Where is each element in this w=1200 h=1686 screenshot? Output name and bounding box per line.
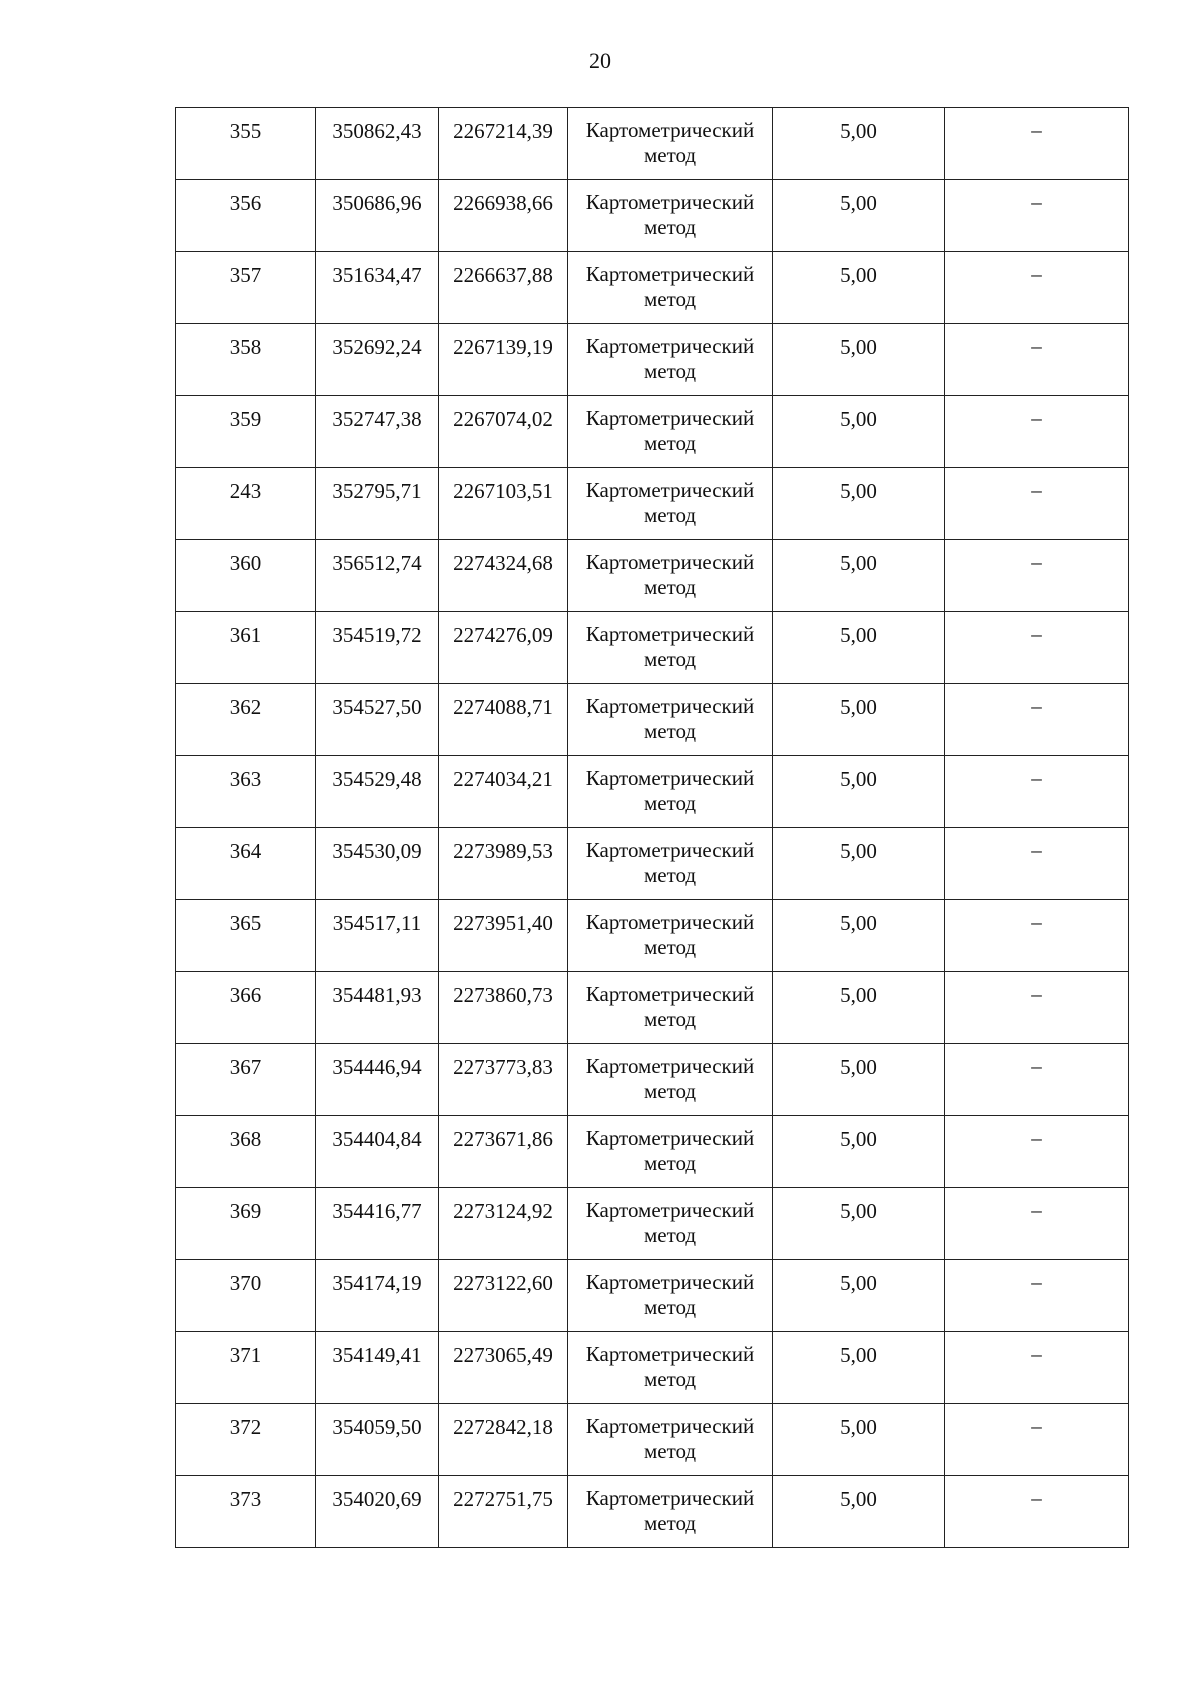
method-cell	[568, 612, 773, 684]
method-line-2: метод	[643, 1007, 697, 1031]
method-cell	[568, 900, 773, 972]
y-coordinate-cell: 2266637,88	[439, 252, 568, 324]
accuracy-cell: 5,00	[773, 1116, 945, 1188]
page-number: 20	[589, 48, 611, 73]
accuracy-cell: 5,00	[773, 468, 945, 540]
method-line-1: Картометрический	[585, 622, 755, 646]
accuracy-cell: 5,00	[773, 684, 945, 756]
table-row	[176, 684, 1129, 756]
point-number-cell: 359	[176, 396, 316, 468]
description-cell: –	[945, 1188, 1129, 1260]
table-row	[176, 108, 1129, 180]
method-cell	[568, 1404, 773, 1476]
method-line-2: метод	[643, 143, 697, 167]
description-cell: –	[945, 1404, 1129, 1476]
description-cell: –	[945, 828, 1129, 900]
x-coordinate-cell: 356512,74	[316, 540, 439, 612]
x-coordinate-cell: 354519,72	[316, 612, 439, 684]
method-line-1: Картометрический	[585, 1342, 755, 1366]
y-coordinate-cell: 2273122,60	[439, 1260, 568, 1332]
method-cell	[568, 1116, 773, 1188]
table-row	[176, 1260, 1129, 1332]
method-line-2: метод	[643, 1151, 697, 1175]
accuracy-cell: 5,00	[773, 180, 945, 252]
table-row	[176, 180, 1129, 252]
accuracy-cell: 5,00	[773, 252, 945, 324]
method-cell	[568, 108, 773, 180]
accuracy-cell: 5,00	[773, 1476, 945, 1548]
method-cell	[568, 1044, 773, 1116]
method-cell	[568, 1188, 773, 1260]
accuracy-cell: 5,00	[773, 612, 945, 684]
method-line-1: Картометрический	[585, 694, 755, 718]
method-line-1: Картометрический	[585, 982, 755, 1006]
y-coordinate-cell: 2267103,51	[439, 468, 568, 540]
x-coordinate-cell: 354059,50	[316, 1404, 439, 1476]
method-line-2: метод	[643, 1367, 697, 1391]
y-coordinate-cell: 2273951,40	[439, 900, 568, 972]
y-coordinate-cell: 2273773,83	[439, 1044, 568, 1116]
table-row	[176, 1044, 1129, 1116]
method-line-1: Картометрический	[585, 910, 755, 934]
y-coordinate-cell: 2267214,39	[439, 108, 568, 180]
method-line-1: Картометрический	[585, 334, 755, 358]
method-cell	[568, 1332, 773, 1404]
method-cell	[568, 684, 773, 756]
x-coordinate-cell: 352692,24	[316, 324, 439, 396]
point-number-cell: 366	[176, 972, 316, 1044]
method-cell	[568, 252, 773, 324]
point-number-cell: 371	[176, 1332, 316, 1404]
method-cell	[568, 828, 773, 900]
description-cell: –	[945, 1476, 1129, 1548]
point-number-cell: 373	[176, 1476, 316, 1548]
y-coordinate-cell: 2273860,73	[439, 972, 568, 1044]
x-coordinate-cell: 354529,48	[316, 756, 439, 828]
y-coordinate-cell: 2274088,71	[439, 684, 568, 756]
x-coordinate-cell: 354527,50	[316, 684, 439, 756]
method-line-1: Картометрический	[585, 478, 755, 502]
method-line-2: метод	[643, 287, 697, 311]
description-cell: –	[945, 900, 1129, 972]
coordinates-table	[175, 107, 1129, 1548]
method-cell	[568, 180, 773, 252]
point-number-cell: 356	[176, 180, 316, 252]
description-cell: –	[945, 396, 1129, 468]
description-cell: –	[945, 972, 1129, 1044]
accuracy-cell: 5,00	[773, 108, 945, 180]
accuracy-cell: 5,00	[773, 324, 945, 396]
x-coordinate-cell: 351634,47	[316, 252, 439, 324]
point-number-cell: 361	[176, 612, 316, 684]
method-line-1: Картометрический	[585, 1126, 755, 1150]
accuracy-cell: 5,00	[773, 1332, 945, 1404]
method-line-2: метод	[643, 575, 697, 599]
x-coordinate-cell: 354416,77	[316, 1188, 439, 1260]
description-cell: –	[945, 108, 1129, 180]
point-number-cell: 243	[176, 468, 316, 540]
x-coordinate-cell: 352795,71	[316, 468, 439, 540]
method-line-1: Картометрический	[585, 1486, 755, 1510]
method-line-1: Картометрический	[585, 1414, 755, 1438]
accuracy-cell: 5,00	[773, 1188, 945, 1260]
table-row	[176, 972, 1129, 1044]
x-coordinate-cell: 352747,38	[316, 396, 439, 468]
description-cell: –	[945, 756, 1129, 828]
accuracy-cell: 5,00	[773, 900, 945, 972]
accuracy-cell: 5,00	[773, 1404, 945, 1476]
x-coordinate-cell: 354404,84	[316, 1116, 439, 1188]
table-row	[176, 468, 1129, 540]
description-cell: –	[945, 540, 1129, 612]
y-coordinate-cell: 2274034,21	[439, 756, 568, 828]
method-cell	[568, 756, 773, 828]
description-cell: –	[945, 1044, 1129, 1116]
method-line-2: метод	[643, 503, 697, 527]
point-number-cell: 368	[176, 1116, 316, 1188]
method-line-1: Картометрический	[585, 190, 755, 214]
method-line-1: Картометрический	[585, 118, 755, 142]
description-cell: –	[945, 468, 1129, 540]
point-number-cell: 364	[176, 828, 316, 900]
y-coordinate-cell: 2273989,53	[439, 828, 568, 900]
method-line-2: метод	[643, 1079, 697, 1103]
method-line-1: Картометрический	[585, 838, 755, 862]
x-coordinate-cell: 354530,09	[316, 828, 439, 900]
point-number-cell: 365	[176, 900, 316, 972]
method-cell	[568, 468, 773, 540]
accuracy-cell: 5,00	[773, 1044, 945, 1116]
table-row	[176, 1116, 1129, 1188]
table-row	[176, 612, 1129, 684]
y-coordinate-cell: 2273671,86	[439, 1116, 568, 1188]
description-cell: –	[945, 252, 1129, 324]
description-cell: –	[945, 324, 1129, 396]
method-line-2: метод	[643, 719, 697, 743]
method-line-2: метод	[643, 863, 697, 887]
table-row	[176, 828, 1129, 900]
x-coordinate-cell: 354020,69	[316, 1476, 439, 1548]
method-cell	[568, 972, 773, 1044]
x-coordinate-cell: 354517,11	[316, 900, 439, 972]
accuracy-cell: 5,00	[773, 756, 945, 828]
point-number-cell: 370	[176, 1260, 316, 1332]
x-coordinate-cell: 350686,96	[316, 180, 439, 252]
accuracy-cell: 5,00	[773, 540, 945, 612]
point-number-cell: 362	[176, 684, 316, 756]
description-cell: –	[945, 684, 1129, 756]
method-line-1: Картометрический	[585, 766, 755, 790]
x-coordinate-cell: 354481,93	[316, 972, 439, 1044]
method-cell	[568, 324, 773, 396]
method-cell	[568, 1476, 773, 1548]
x-coordinate-cell: 354174,19	[316, 1260, 439, 1332]
method-line-2: метод	[643, 431, 697, 455]
point-number-cell: 360	[176, 540, 316, 612]
table-row	[176, 396, 1129, 468]
accuracy-cell: 5,00	[773, 828, 945, 900]
y-coordinate-cell: 2267139,19	[439, 324, 568, 396]
table-row	[176, 252, 1129, 324]
y-coordinate-cell: 2266938,66	[439, 180, 568, 252]
y-coordinate-cell: 2274324,68	[439, 540, 568, 612]
method-line-2: метод	[643, 1511, 697, 1535]
point-number-cell: 357	[176, 252, 316, 324]
method-cell	[568, 540, 773, 612]
accuracy-cell: 5,00	[773, 1260, 945, 1332]
description-cell: –	[945, 1116, 1129, 1188]
point-number-cell: 355	[176, 108, 316, 180]
method-line-2: метод	[643, 215, 697, 239]
table-row	[176, 900, 1129, 972]
x-coordinate-cell: 350862,43	[316, 108, 439, 180]
method-line-1: Картометрический	[585, 550, 755, 574]
description-cell: –	[945, 1260, 1129, 1332]
method-line-1: Картометрический	[585, 1270, 755, 1294]
method-line-2: метод	[643, 647, 697, 671]
point-number-cell: 367	[176, 1044, 316, 1116]
x-coordinate-cell: 354446,94	[316, 1044, 439, 1116]
method-line-1: Картометрический	[585, 262, 755, 286]
method-line-1: Картометрический	[585, 1054, 755, 1078]
y-coordinate-cell: 2272842,18	[439, 1404, 568, 1476]
method-cell	[568, 1260, 773, 1332]
accuracy-cell: 5,00	[773, 972, 945, 1044]
method-line-2: метод	[643, 1439, 697, 1463]
table-row	[176, 756, 1129, 828]
method-line-2: метод	[643, 791, 697, 815]
y-coordinate-cell: 2273124,92	[439, 1188, 568, 1260]
method-line-2: метод	[643, 935, 697, 959]
y-coordinate-cell: 2267074,02	[439, 396, 568, 468]
description-cell: –	[945, 612, 1129, 684]
coordinates-table-body	[176, 108, 1129, 1548]
point-number-cell: 372	[176, 1404, 316, 1476]
y-coordinate-cell: 2273065,49	[439, 1332, 568, 1404]
method-cell	[568, 396, 773, 468]
point-number-cell: 369	[176, 1188, 316, 1260]
table-row	[176, 324, 1129, 396]
description-cell: –	[945, 180, 1129, 252]
method-line-2: метод	[643, 1295, 697, 1319]
table-row	[176, 1476, 1129, 1548]
x-coordinate-cell: 354149,41	[316, 1332, 439, 1404]
method-line-2: метод	[643, 1223, 697, 1247]
table-row	[176, 540, 1129, 612]
table-row	[176, 1404, 1129, 1476]
point-number-cell: 358	[176, 324, 316, 396]
y-coordinate-cell: 2274276,09	[439, 612, 568, 684]
accuracy-cell: 5,00	[773, 396, 945, 468]
method-line-2: метод	[643, 359, 697, 383]
table-row	[176, 1188, 1129, 1260]
description-cell: –	[945, 1332, 1129, 1404]
table-row	[176, 1332, 1129, 1404]
method-line-1: Картометрический	[585, 1198, 755, 1222]
point-number-cell: 363	[176, 756, 316, 828]
y-coordinate-cell: 2272751,75	[439, 1476, 568, 1548]
method-line-1: Картометрический	[585, 406, 755, 430]
